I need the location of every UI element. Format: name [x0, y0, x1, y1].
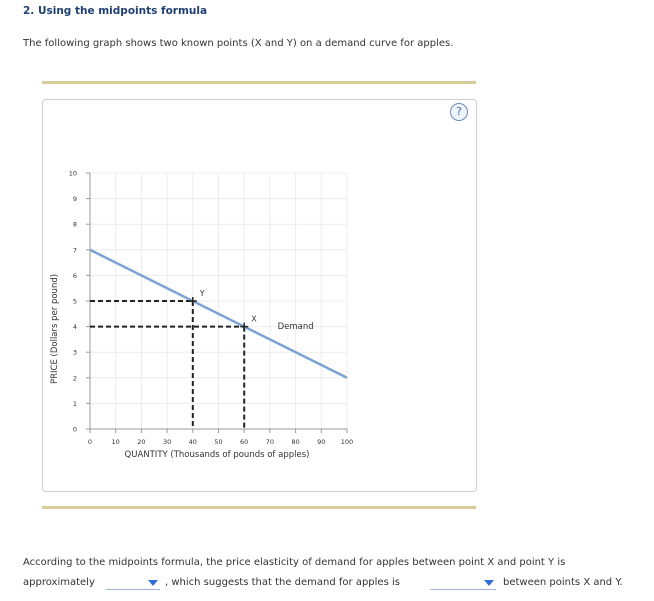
- chevron-down-icon: [148, 580, 158, 586]
- y-axis-label: PRICE (Dollars per pound): [50, 273, 60, 385]
- y-tick-label: 10: [68, 169, 77, 178]
- y-tick-label: 8: [72, 220, 77, 229]
- question-middle: , which suggests that the demand for apples is: [165, 577, 400, 588]
- question-prefix: approximately: [23, 577, 95, 588]
- x-axis-label: QUANTITY (Thousands of pounds of apples): [124, 450, 310, 460]
- y-tick-label: 4: [72, 323, 77, 332]
- y-tick-label: 5: [72, 297, 77, 306]
- help-icon[interactable]: ?: [450, 103, 468, 121]
- demand-type-select[interactable]: [430, 577, 496, 590]
- top-divider: [42, 81, 476, 84]
- demand-chart: [42, 99, 476, 491]
- x-tick-label: 30: [162, 438, 172, 446]
- y-tick-label: 3: [72, 348, 77, 357]
- demand-curve-label: Demand: [277, 322, 314, 333]
- page-title: 2. Using the midpoints formula: [23, 5, 208, 17]
- point-label-x: X: [251, 314, 257, 324]
- x-tick-label: 80: [291, 438, 300, 446]
- intro-text: The following graph shows two known points (X and Y) on a demand curve for apples.: [23, 38, 454, 49]
- y-tick-label: 2: [72, 374, 77, 383]
- x-tick-label: 90: [317, 438, 326, 446]
- x-tick-label: 40: [188, 438, 197, 446]
- x-tick-label: 10: [111, 438, 120, 446]
- elasticity-select[interactable]: [106, 577, 160, 590]
- y-tick-label: 0: [72, 425, 77, 434]
- y-tick-label: 9: [72, 195, 77, 204]
- y-tick-label: 1: [72, 399, 77, 408]
- x-tick-label: 0: [87, 438, 93, 446]
- x-tick-label: 70: [265, 438, 275, 446]
- x-tick-label: 50: [214, 438, 223, 446]
- y-tick-label: 7: [72, 246, 77, 255]
- question-suffix: between points X and Y.: [503, 577, 623, 588]
- bottom-divider: [42, 506, 476, 509]
- x-tick-label: 20: [137, 438, 146, 446]
- question-line-1: According to the midpoints formula, the price elasticity of demand for apples between point X and point Y is: [23, 557, 566, 568]
- x-tick-label: 60: [240, 438, 249, 446]
- x-tick-label: 100: [340, 438, 354, 446]
- point-label-y: Y: [199, 289, 205, 298]
- chevron-down-icon: [484, 580, 494, 586]
- y-tick-label: 6: [72, 271, 77, 280]
